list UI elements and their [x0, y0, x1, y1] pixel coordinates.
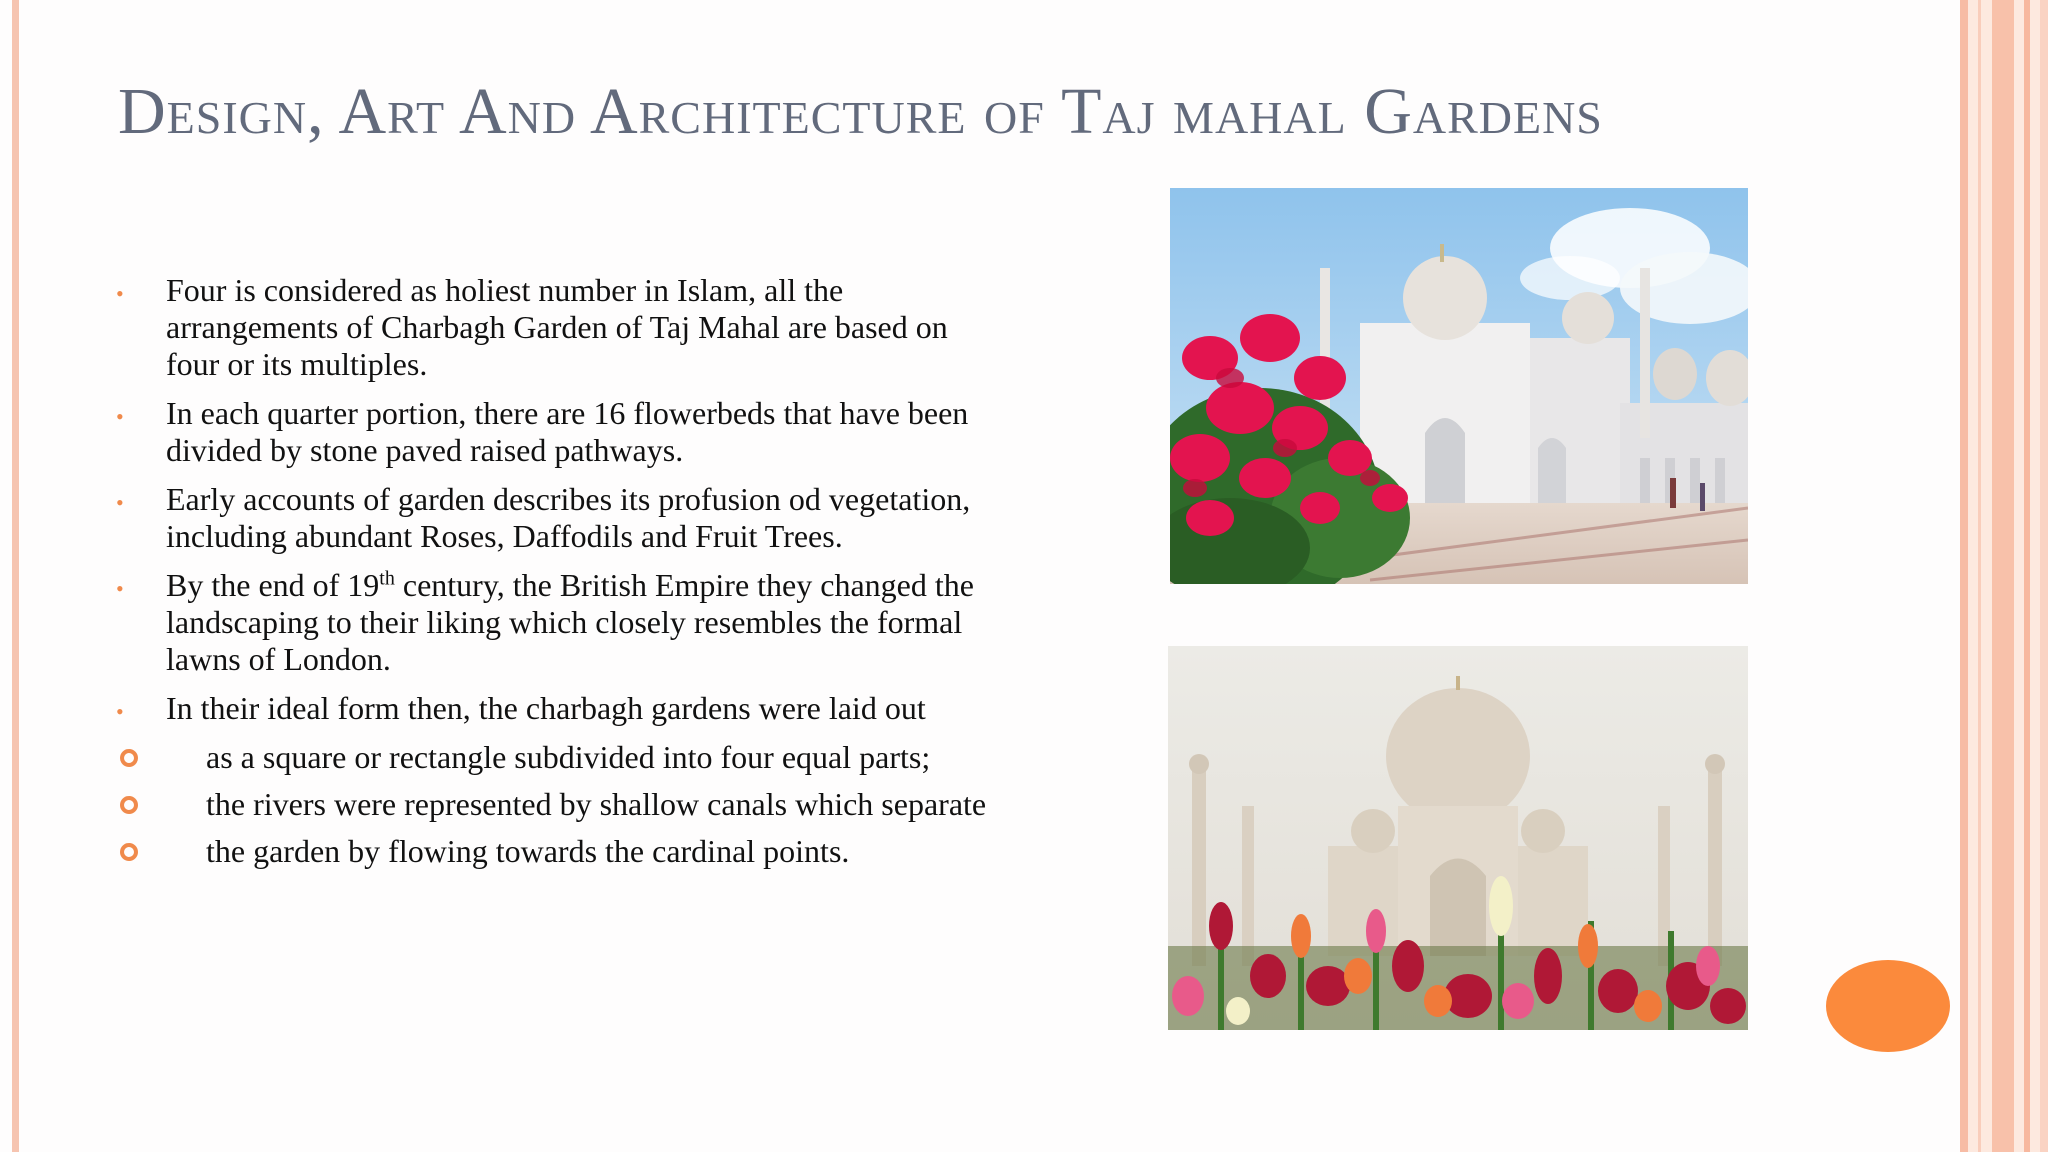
bullet-dot-icon: •	[116, 576, 124, 601]
right-border-stripe	[1992, 0, 2014, 1152]
bullet-ring-icon	[120, 843, 138, 861]
sub-bullet-item	[112, 833, 992, 870]
bullet-item	[112, 395, 992, 469]
superscript: th	[379, 567, 395, 590]
taj-mahal-flowers-photo	[1168, 646, 1748, 1030]
bullet-ring-icon	[120, 749, 138, 767]
bullet-item	[112, 481, 992, 555]
left-border-stripe	[12, 0, 19, 1152]
bullet-dot-icon: •	[116, 281, 124, 306]
sub-bullet-item	[112, 739, 992, 776]
right-border-stripe	[1960, 0, 1968, 1152]
bullet-text: Four is considered as holiest number in Islam, all the arrangements of Charbagh Garden of Taj Mahal are based on four or its multiples.	[166, 272, 948, 382]
bullet-item	[112, 567, 992, 678]
sub-bullet-item	[112, 786, 992, 823]
right-border-stripe	[2040, 0, 2048, 1152]
bullet-list	[112, 272, 992, 880]
right-border-stripe	[2024, 0, 2030, 1152]
slide-title: Design, Art And Architecture of Taj mahal Gardens	[118, 75, 1603, 148]
bullet-text: the rivers were represented by shallow canals which separate	[206, 786, 987, 822]
right-border-stripe	[1978, 0, 1981, 1152]
bullet-text: In their ideal form then, the charbagh gardens were laid out	[166, 690, 926, 726]
decorative-orange-circle	[1826, 960, 1950, 1052]
bullet-item	[112, 272, 992, 383]
bullet-ring-icon	[120, 796, 138, 814]
bullet-dot-icon: •	[116, 490, 124, 515]
bullet-dot-icon: •	[116, 699, 124, 724]
bullet-dot-icon: •	[116, 404, 124, 429]
bullet-text: By the end of 19th century, the British Empire they changed the landscaping to their liking which closely resembles the formal lawns of London.	[166, 567, 974, 677]
bullet-text: as a square or rectangle subdivided into four equal parts;	[206, 739, 931, 775]
bullet-text: the garden by flowing towards the cardinal points.	[206, 833, 850, 869]
bullet-item	[112, 690, 992, 727]
bullet-text: In each quarter portion, there are 16 flowerbeds that have been divided by stone paved raised pathways.	[166, 395, 969, 468]
bullet-text: Early accounts of garden describes its profusion od vegetation, including abundant Roses, Daffodils and Fruit Trees.	[166, 481, 971, 554]
mosque-bougainvillea-photo	[1170, 188, 1748, 584]
